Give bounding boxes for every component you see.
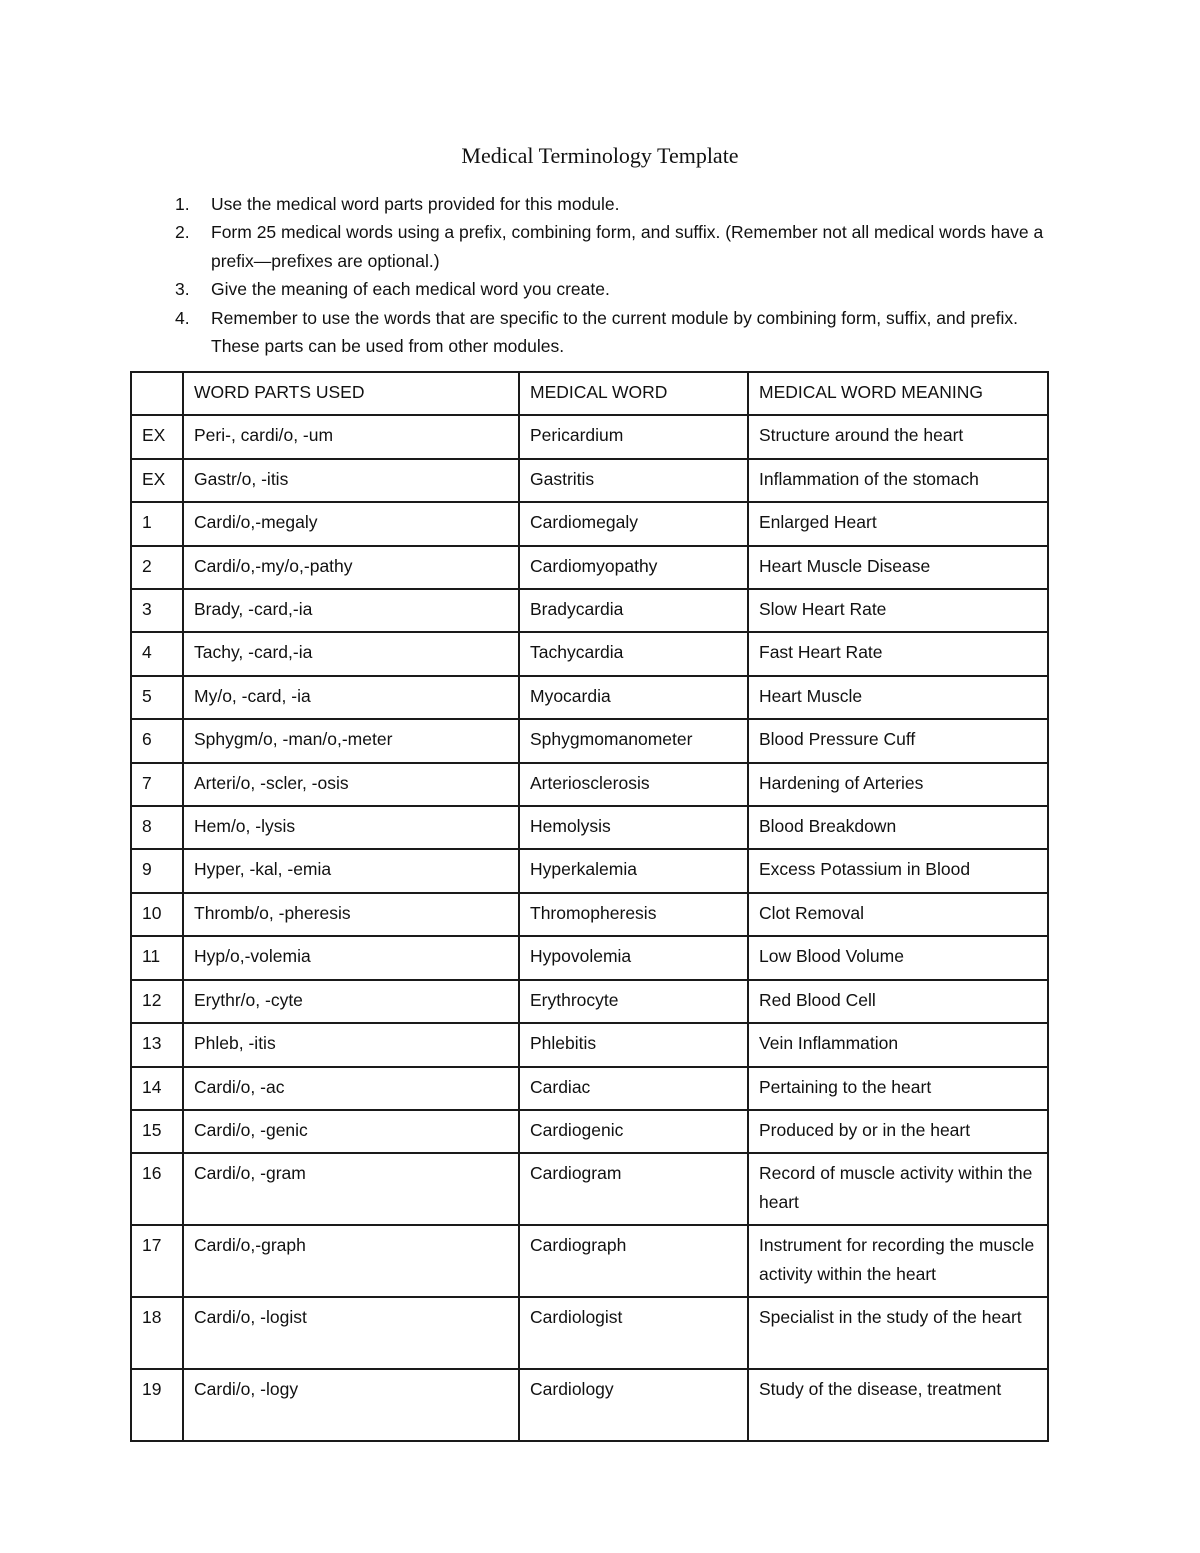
medical-word-cell: Cardiologist [519, 1297, 748, 1369]
table-row [131, 415, 1048, 458]
meaning-cell: Heart Muscle Disease [748, 546, 1048, 589]
table-row [131, 459, 1048, 502]
row-number-cell: 4 [131, 632, 183, 675]
instruction-number: 2. [175, 222, 190, 243]
word-parts-cell: Cardi/o,-my/o,-pathy [183, 546, 519, 589]
page-title: Medical Terminology Template [461, 143, 739, 168]
meaning-cell: Pertaining to the heart [748, 1067, 1048, 1110]
instruction-text: Give the meaning of each medical word you create. [211, 279, 610, 300]
table-row [131, 1067, 1048, 1110]
header-word-parts: WORD PARTS USED [183, 372, 519, 415]
meaning-cell: Vein Inflammation [748, 1023, 1048, 1066]
meaning-cell: Red Blood Cell [748, 980, 1048, 1023]
medical-word-cell: Pericardium [519, 415, 748, 458]
table-row [131, 763, 1048, 806]
row-number-cell: 11 [131, 936, 183, 979]
word-parts-cell: Cardi/o, -logy [183, 1369, 519, 1441]
word-parts-cell: Gastr/o, -itis [183, 459, 519, 502]
row-number-cell: 15 [131, 1110, 183, 1153]
word-parts-cell: Peri-, cardi/o, -um [183, 415, 519, 458]
meaning-cell: Low Blood Volume [748, 936, 1048, 979]
instruction-text: Form 25 medical words using a prefix, combining form, and suffix. (Remember not all medical words have a prefix—prefixes are optional.) [211, 222, 1044, 271]
word-parts-cell: Cardi/o, -gram [183, 1153, 519, 1225]
table-row [131, 849, 1048, 892]
word-parts-cell: Phleb, -itis [183, 1023, 519, 1066]
medical-word-cell: Cardiology [519, 1369, 748, 1441]
meaning-cell: Study of the disease, treatment [748, 1369, 1048, 1441]
medical-word-cell: Cardiomyopathy [519, 546, 748, 589]
instructions-list [175, 190, 1061, 360]
medical-word-cell: Cardiac [519, 1067, 748, 1110]
header-meaning: MEDICAL WORD MEANING [748, 372, 1048, 415]
instruction-number: 4. [175, 307, 190, 328]
meaning-cell: Clot Removal [748, 893, 1048, 936]
word-parts-cell: Cardi/o, -ac [183, 1067, 519, 1110]
table-row [131, 1153, 1048, 1225]
instruction-number: 1. [175, 194, 190, 214]
word-parts-cell: Hyper, -kal, -emia [183, 849, 519, 892]
table-row [131, 893, 1048, 936]
row-number-cell: 18 [131, 1297, 183, 1369]
table-row [131, 806, 1048, 849]
row-number-cell: 2 [131, 546, 183, 589]
word-parts-cell: Cardi/o, -logist [183, 1297, 519, 1369]
meaning-cell: Heart Muscle [748, 676, 1048, 719]
medical-word-cell: Bradycardia [519, 589, 748, 632]
table-row [131, 632, 1048, 675]
table-row [131, 676, 1048, 719]
row-number-cell: 10 [131, 893, 183, 936]
instruction-item [175, 218, 1061, 275]
meaning-cell: Inflammation of the stomach [748, 459, 1048, 502]
row-number-cell: 12 [131, 980, 183, 1023]
meaning-cell: Produced by or in the heart [748, 1110, 1048, 1153]
meaning-cell: Excess Potassium in Blood [748, 849, 1048, 892]
word-parts-cell: Tachy, -card,-ia [183, 632, 519, 675]
row-number-cell: EX [131, 459, 183, 502]
row-number-cell: 7 [131, 763, 183, 806]
medical-word-cell: Cardiograph [519, 1225, 748, 1297]
row-number-cell: 17 [131, 1225, 183, 1297]
table-row [131, 1297, 1048, 1369]
word-parts-cell: Erythr/o, -cyte [183, 980, 519, 1023]
word-parts-cell: My/o, -card, -ia [183, 676, 519, 719]
row-number-cell: 3 [131, 589, 183, 632]
meaning-cell: Record of muscle activity within the heart [748, 1153, 1048, 1225]
medical-word-cell: Gastritis [519, 459, 748, 502]
table-header-row [131, 372, 1048, 415]
table-row [131, 1225, 1048, 1297]
medical-word-cell: Cardiogram [519, 1153, 748, 1225]
row-number-cell: EX [131, 415, 183, 458]
table-row [131, 1023, 1048, 1066]
meaning-cell: Structure around the heart [748, 415, 1048, 458]
word-parts-cell: Arteri/o, -scler, -osis [183, 763, 519, 806]
medical-word-cell: Erythrocyte [519, 980, 748, 1023]
medical-word-cell: Hemolysis [519, 806, 748, 849]
row-number-cell: 5 [131, 676, 183, 719]
row-number-cell: 19 [131, 1369, 183, 1441]
meaning-cell: Enlarged Heart [748, 502, 1048, 545]
medical-word-cell: Tachycardia [519, 632, 748, 675]
instruction-text: Remember to use the words that are specific to the current module by combining form, suffix, and prefix. These parts can be used from other modules. [211, 307, 1018, 357]
medical-word-cell: Hyperkalemia [519, 849, 748, 892]
word-parts-cell: Cardi/o,-megaly [183, 502, 519, 545]
meaning-cell: Blood Pressure Cuff [748, 719, 1048, 762]
instruction-item [175, 275, 1061, 303]
word-parts-cell: Sphygm/o, -man/o,-meter [183, 719, 519, 762]
medical-word-cell: Thromopheresis [519, 893, 748, 936]
row-number-cell: 14 [131, 1067, 183, 1110]
row-number-cell: 16 [131, 1153, 183, 1225]
word-parts-cell: Cardi/o,-graph [183, 1225, 519, 1297]
table-row [131, 980, 1048, 1023]
table-row [131, 1110, 1048, 1153]
medical-word-cell: Cardiogenic [519, 1110, 748, 1153]
row-number-cell: 1 [131, 502, 183, 545]
word-parts-cell: Brady, -card,-ia [183, 589, 519, 632]
row-number-cell: 8 [131, 806, 183, 849]
table-row [131, 719, 1048, 762]
table-row [131, 546, 1048, 589]
row-number-cell: 6 [131, 719, 183, 762]
terminology-table [130, 371, 1049, 1442]
word-parts-cell: Cardi/o, -genic [183, 1110, 519, 1153]
table-row [131, 502, 1048, 545]
word-parts-cell: Hyp/o,-volemia [183, 936, 519, 979]
row-number-cell: 9 [131, 849, 183, 892]
meaning-cell: Instrument for recording the muscle activity within the heart [748, 1225, 1048, 1297]
meaning-cell: Hardening of Arteries [748, 763, 1048, 806]
instruction-item [175, 190, 1061, 218]
medical-word-cell: Cardiomegaly [519, 502, 748, 545]
meaning-cell: Slow Heart Rate [748, 589, 1048, 632]
meaning-cell: Blood Breakdown [748, 806, 1048, 849]
instruction-item [175, 304, 1061, 361]
meaning-cell: Fast Heart Rate [748, 632, 1048, 675]
instruction-text: Use the medical word parts provided for this module. [211, 194, 620, 214]
medical-word-cell: Phlebitis [519, 1023, 748, 1066]
word-parts-cell: Thromb/o, -pheresis [183, 893, 519, 936]
table-body [131, 415, 1048, 1441]
word-parts-cell: Hem/o, -lysis [183, 806, 519, 849]
header-medical-word: MEDICAL WORD [519, 372, 748, 415]
medical-word-cell: Hypovolemia [519, 936, 748, 979]
medical-word-cell: Arteriosclerosis [519, 763, 748, 806]
meaning-cell: Specialist in the study of the heart [748, 1297, 1048, 1369]
header-number [131, 372, 183, 415]
table-row [131, 936, 1048, 979]
medical-word-cell: Myocardia [519, 676, 748, 719]
table-row [131, 1369, 1048, 1441]
table-row [131, 589, 1048, 632]
row-number-cell: 13 [131, 1023, 183, 1066]
medical-word-cell: Sphygmomanometer [519, 719, 748, 762]
instruction-number: 3. [175, 279, 190, 300]
